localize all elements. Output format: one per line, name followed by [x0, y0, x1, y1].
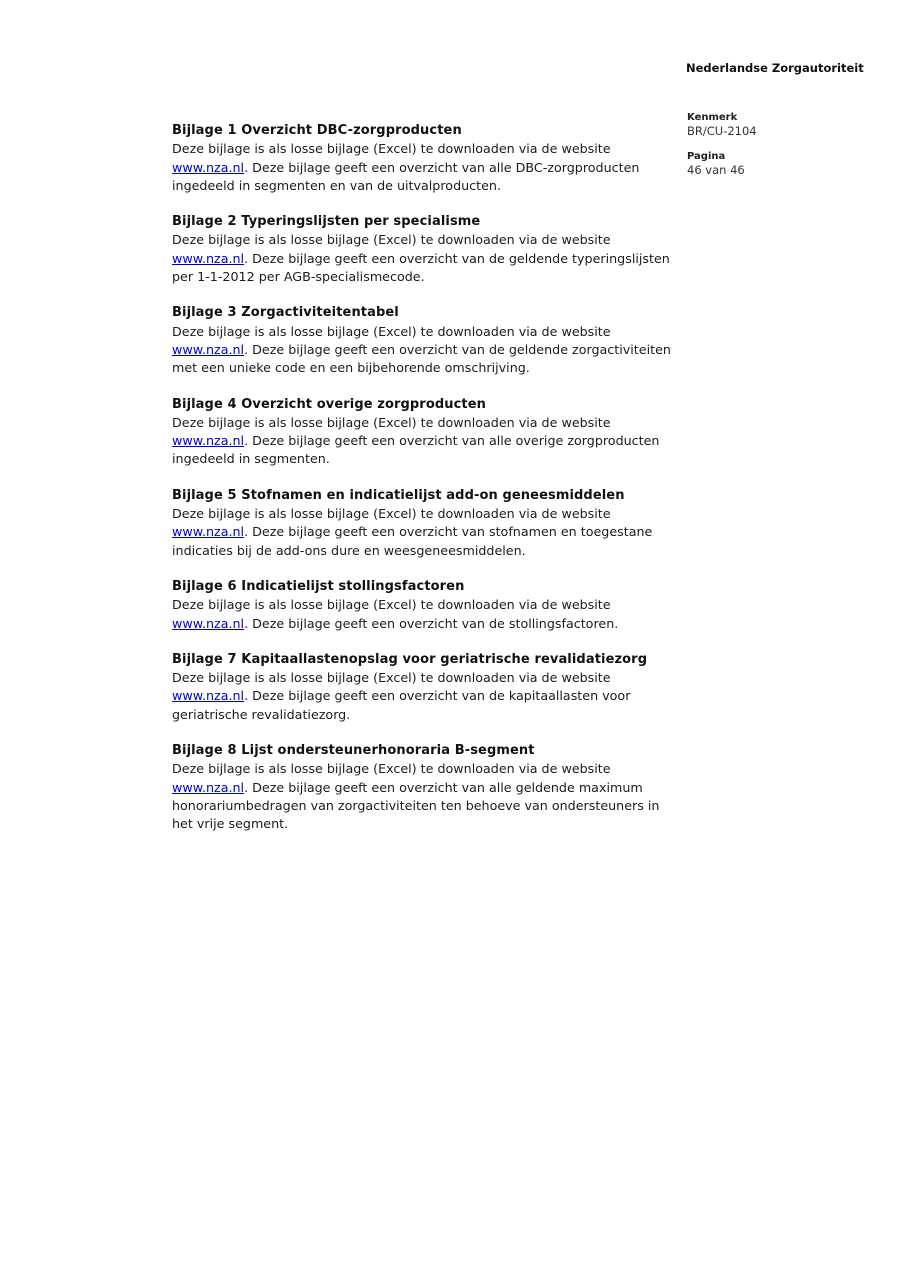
bijlage-4-text-pre: Deze bijlage is als losse bijlage (Excel) te downloaden via de website	[172, 414, 611, 430]
bijlage-2-text-pre: Deze bijlage is als losse bijlage (Excel) te downloaden via de website	[172, 232, 611, 248]
bijlage-8-section	[172, 742, 672, 833]
bijlage-4-body	[172, 414, 672, 469]
nza-link[interactable]: www.nza.nl	[172, 341, 245, 357]
nza-link[interactable]: www.nza.nl	[172, 524, 245, 540]
bijlage-8-text-post: . Deze bijlage geeft een overzicht van alle geldende maximum honorariumbedragen van zorgactiviteiten ten behoeve van ondersteuners in het vrije segment.	[172, 779, 660, 832]
kenmerk-value: BR/CU-2104	[687, 124, 757, 138]
bijlage-1-text-post: . Deze bijlage geeft een overzicht van alle DBC-zorgproducten ingedeeld in segmenten en van de uitvalproducten.	[172, 159, 640, 193]
meta-kenmerk	[687, 111, 867, 139]
bijlage-1-text-pre: Deze bijlage is als losse bijlage (Excel) te downloaden via de website	[172, 141, 611, 157]
bijlage-6-title: Bijlage 6 Indicatielijst stollingsfactoren	[172, 578, 465, 594]
brand-title: Nederlandse Zorgautoriteit	[686, 61, 864, 75]
bijlage-2-section	[172, 213, 672, 286]
bijlage-8-title: Bijlage 8 Lijst ondersteunerhonoraria B-segment	[172, 743, 535, 759]
bijlage-8-text-pre: Deze bijlage is als losse bijlage (Excel) te downloaden via de website	[172, 761, 611, 777]
nza-link[interactable]: www.nza.nl	[172, 688, 245, 704]
bijlage-5-section	[172, 487, 672, 560]
bijlage-6-text-pre: Deze bijlage is als losse bijlage (Excel) te downloaden via de website	[172, 597, 611, 613]
bijlage-7-title: Bijlage 7 Kapitaallastenopslag voor geriatrische revalidatiezorg	[172, 651, 648, 667]
bijlage-4-section	[172, 396, 672, 469]
bijlage-7-text-pre: Deze bijlage is als losse bijlage (Excel) te downloaden via de website	[172, 670, 611, 686]
bijlage-2-body	[172, 231, 672, 286]
bijlage-8-body	[172, 760, 672, 833]
bijlage-3-text-pre: Deze bijlage is als losse bijlage (Excel) te downloaden via de website	[172, 323, 611, 339]
bijlage-3-body	[172, 323, 672, 378]
bijlage-5-text-post: . Deze bijlage geeft een overzicht van stofnamen en toegestane indicaties bij de add-ons dure en weesgeneesmiddelen.	[172, 524, 653, 558]
bijlage-3-section	[172, 304, 672, 377]
bijlage-5-body	[172, 505, 672, 560]
bijlage-7-body	[172, 669, 672, 724]
nza-link[interactable]: www.nza.nl	[172, 433, 245, 449]
bijlage-7-section	[172, 651, 672, 724]
bijlage-7-text-post: . Deze bijlage geeft een overzicht van de kapitaallasten voor geriatrische revalidatiezorg.	[172, 688, 631, 722]
bijlage-3-title: Bijlage 3 Zorgactiviteitentabel	[172, 305, 399, 321]
bijlage-5-text-pre: Deze bijlage is als losse bijlage (Excel) te downloaden via de website	[172, 506, 611, 522]
bijlage-4-title: Bijlage 4 Overzicht overige zorgproducten	[172, 396, 486, 412]
kenmerk-label: Kenmerk	[687, 112, 738, 123]
document-meta	[687, 111, 867, 189]
bijlage-2-title: Bijlage 2 Typeringslijsten per specialisme	[172, 214, 481, 230]
meta-pagina	[687, 150, 867, 178]
bijlage-3-text-post: . Deze bijlage geeft een overzicht van de geldende zorgactiviteiten met een unieke code en een bijbehorende omschrijving.	[172, 341, 671, 376]
bijlage-1-title: Bijlage 1 Overzicht DBC-zorgproducten	[172, 123, 462, 138]
bijlage-5-title: Bijlage 5 Stofnamen en indicatielijst add-on geneesmiddelen	[172, 487, 625, 503]
bijlage-4-text-post: . Deze bijlage geeft een overzicht van alle overige zorgproducten ingedeeld in segmenten.	[172, 433, 660, 467]
bijlage-1-section	[172, 122, 672, 195]
bijlage-2-text-post: . Deze bijlage geeft een overzicht van de geldende typeringslijsten per 1-1-2012 per AGB-specialismecode.	[172, 250, 670, 285]
bijlage-6-text-post: . Deze bijlage geeft een overzicht van de stollingsfactoren.	[244, 615, 619, 631]
nza-link[interactable]: www.nza.nl	[172, 159, 245, 175]
bijlage-6-body	[172, 596, 672, 633]
nza-link[interactable]: www.nza.nl	[172, 250, 245, 266]
bijlage-6-section	[172, 578, 672, 633]
nza-link[interactable]: www.nza.nl	[172, 779, 245, 795]
nza-link[interactable]: www.nza.nl	[172, 615, 245, 631]
pagina-label: Pagina	[687, 151, 726, 162]
pagina-value: 46 van 46	[687, 163, 745, 177]
content-column	[172, 122, 672, 852]
bijlage-1-body	[172, 140, 672, 195]
